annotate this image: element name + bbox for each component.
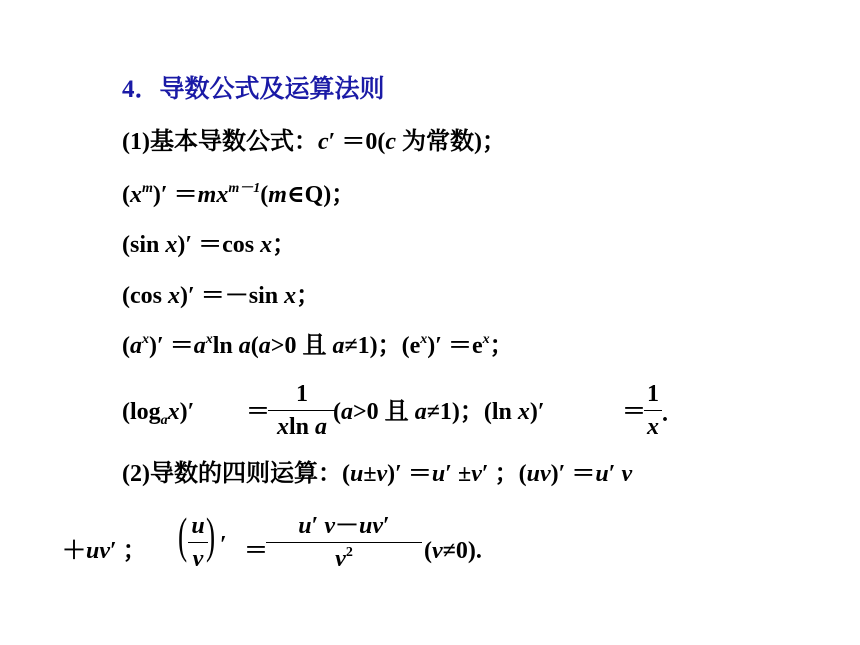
fraction-denominator: x <box>647 414 659 440</box>
fraction-numerator: 1 <box>296 381 308 407</box>
equals-sign-2: ＝ <box>622 399 646 425</box>
fraction-numerator: u <box>191 513 205 539</box>
fraction-bar <box>188 542 208 543</box>
section-1-label: (1)基本导数公式： <box>122 129 318 155</box>
formula-log-left: $(\log_ax)'$ <box>122 399 195 428</box>
formula-arithmetic-rules: (2)导数的四则运算：(u±v)′ ＝u′ ±v′ ；(uv)′ ＝u′ v <box>122 461 633 487</box>
fraction-ln <box>644 380 662 441</box>
formula-quotient-condition: (v≠0). <box>424 538 482 564</box>
formula-constant: (1)基本导数公式：c′ ＝0(c 为常数)； <box>122 129 507 155</box>
prime-mark: ′ <box>220 532 227 558</box>
fraction-log <box>268 380 336 441</box>
fraction-numerator: 1 <box>647 381 659 407</box>
left-paren: ( <box>178 507 188 563</box>
fraction-denominator: v <box>192 546 204 572</box>
title: 4．导数公式及运算法则 <box>122 76 385 103</box>
fraction-bar <box>644 410 662 411</box>
formula-sin: (sin x)′ ＝cos x； <box>122 232 297 258</box>
right-paren: ) <box>206 507 216 563</box>
period: . <box>662 401 668 427</box>
formula-exponential: $(a^x)' =a^x\ln$ a(a>0 且 a≠1)；$(e^x)' =e^x$； <box>122 332 514 359</box>
formula-power: $(x^m)'$ $=mx^{m-1}(m\in Q)$； <box>122 181 356 208</box>
fraction-bar <box>266 542 422 543</box>
fraction-quotient-rule <box>266 512 422 573</box>
equals-sign: ＝ <box>246 399 270 425</box>
formula-log-right: (a>0 且 a≠1)；(ln x)′ <box>333 399 545 425</box>
fraction-numerator: u′ v－uv′ <box>298 513 390 539</box>
formula-cos: (cos x)′ ＝－sin x； <box>122 283 321 309</box>
section-2-label: (2)导数的四则运算： <box>122 461 342 487</box>
fraction-denominator: $v^2$ <box>335 545 353 572</box>
fraction-denominator: xln a <box>276 414 327 440</box>
fraction-bar <box>268 410 336 411</box>
fraction-u-over-v <box>188 512 208 573</box>
equals-sign-3: ＝ <box>244 538 268 564</box>
formula-product-tail: ＋uv′ ； <box>62 538 147 564</box>
